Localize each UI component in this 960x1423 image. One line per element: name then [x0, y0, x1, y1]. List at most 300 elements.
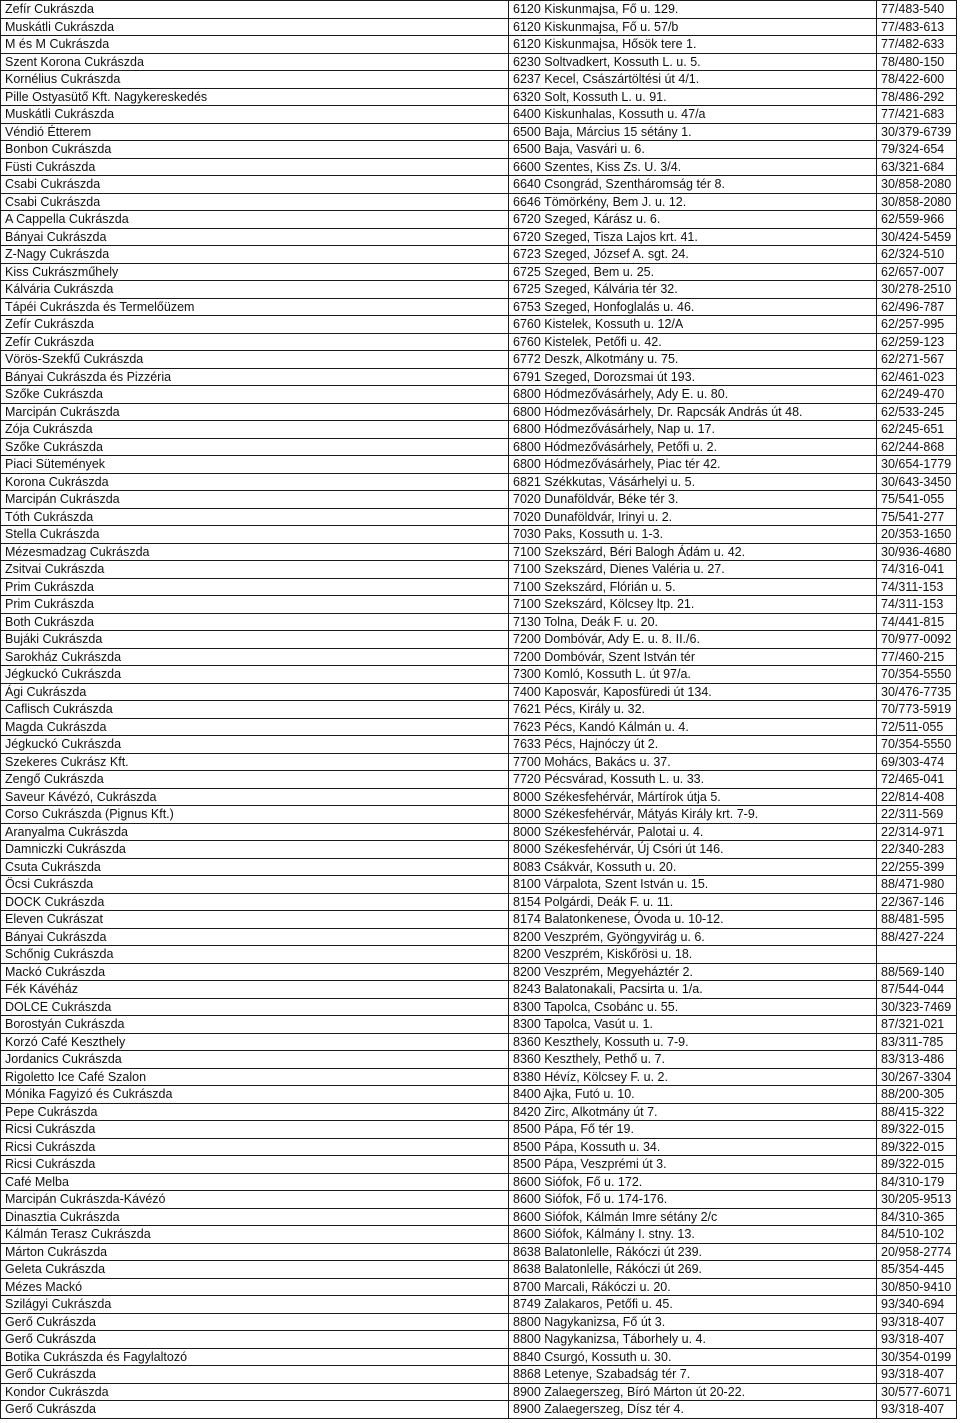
phone-cell: 62/249-470 [877, 386, 957, 404]
phone-cell: 93/318-407 [877, 1331, 957, 1349]
address-cell: 8000 Székesfehérvár, Új Csóri út 146. [509, 841, 877, 859]
table-row [1, 1401, 957, 1419]
phone-cell: 30/654-1779 [877, 456, 957, 474]
table-row [1, 701, 957, 719]
shop-name-cell: Marcipán Cukrászda [1, 491, 509, 509]
table-row [1, 1331, 957, 1349]
shop-name-cell: Damniczki Cukrászda [1, 841, 509, 859]
address-cell: 8600 Siófok, Kálmány I. stny. 13. [509, 1226, 877, 1244]
address-cell: 7623 Pécs, Kandó Kálmán u. 4. [509, 718, 877, 736]
address-cell: 8300 Tapolca, Csobánc u. 55. [509, 998, 877, 1016]
phone-cell: 30/278-2510 [877, 281, 957, 299]
phone-cell: 88/415-322 [877, 1103, 957, 1121]
phone-cell: 72/511-055 [877, 718, 957, 736]
address-cell: 6720 Szeged, Kárász u. 6. [509, 211, 877, 229]
shop-name-cell: Gerő Cukrászda [1, 1401, 509, 1419]
shop-name-cell: Botika Cukrászda és Fagylaltozó [1, 1348, 509, 1366]
shop-name-cell: Ricsi Cukrászda [1, 1138, 509, 1156]
shop-name-cell: Borostyán Cukrászda [1, 1016, 509, 1034]
table-row [1, 578, 957, 596]
table-row [1, 981, 957, 999]
phone-cell: 30/205-9513 [877, 1191, 957, 1209]
address-cell: 6400 Kiskunhalas, Kossuth u. 47/a [509, 106, 877, 124]
shop-name-cell: Kondor Cukrászda [1, 1383, 509, 1401]
address-cell: 8300 Tapolca, Vasút u. 1. [509, 1016, 877, 1034]
shop-name-cell: Kálvária Cukrászda [1, 281, 509, 299]
phone-cell: 88/471-980 [877, 876, 957, 894]
address-cell: 8360 Keszthely, Kossuth u. 7-9. [509, 1033, 877, 1051]
shop-name-cell: Z-Nagy Cukrászda [1, 246, 509, 264]
shop-name-cell: Bányai Cukrászda és Pizzéria [1, 368, 509, 386]
address-cell: 7100 Szekszárd, Kölcsey ltp. 21. [509, 596, 877, 614]
table-row [1, 1261, 957, 1279]
phone-cell: 30/850-9410 [877, 1278, 957, 1296]
phone-cell: 70/977-0092 [877, 631, 957, 649]
shop-name-cell: Öcsi Cukrászda [1, 876, 509, 894]
table-row [1, 1278, 957, 1296]
address-cell: 7100 Szekszárd, Flórián u. 5. [509, 578, 877, 596]
phone-cell: 78/486-292 [877, 88, 957, 106]
phone-cell: 77/482-633 [877, 36, 957, 54]
table-row [1, 1033, 957, 1051]
phone-cell: 77/421-683 [877, 106, 957, 124]
shop-name-cell: Mackó Cukrászda [1, 963, 509, 981]
address-cell: 8900 Zalaegerszeg, Bíró Márton út 20-22. [509, 1383, 877, 1401]
address-cell: 6640 Csongrád, Szentháromság tér 8. [509, 176, 877, 194]
address-cell: 6760 Kistelek, Petőfi u. 42. [509, 333, 877, 351]
phone-cell: 63/321-684 [877, 158, 957, 176]
address-cell: 6800 Hódmezővásárhely, Dr. Rapcsák András út 48. [509, 403, 877, 421]
address-cell: 8600 Siófok, Fő u. 174-176. [509, 1191, 877, 1209]
address-cell: 6600 Szentes, Kiss Zs. U. 3/4. [509, 158, 877, 176]
table-row [1, 368, 957, 386]
address-cell: 8840 Csurgó, Kossuth u. 30. [509, 1348, 877, 1366]
table-row [1, 718, 957, 736]
address-cell: 6500 Baja, Vasvári u. 6. [509, 141, 877, 159]
phone-cell: 62/533-245 [877, 403, 957, 421]
phone-cell: 93/340-694 [877, 1296, 957, 1314]
phone-cell: 84/310-365 [877, 1208, 957, 1226]
address-cell: 6230 Soltvadkert, Kossuth L. u. 5. [509, 53, 877, 71]
phone-cell: 74/311-153 [877, 596, 957, 614]
phone-cell: 78/480-150 [877, 53, 957, 71]
address-cell: 6720 Szeged, Tisza Lajos krt. 41. [509, 228, 877, 246]
address-cell: 7100 Szekszárd, Béri Balogh Ádám u. 42. [509, 543, 877, 561]
table-row [1, 561, 957, 579]
table-row [1, 1243, 957, 1261]
shop-name-cell: Zója Cukrászda [1, 421, 509, 439]
shop-name-cell: Szent Korona Cukrászda [1, 53, 509, 71]
address-cell: 7100 Szekszárd, Dienes Valéria u. 27. [509, 561, 877, 579]
shop-name-cell: Zefír Cukrászda [1, 1, 509, 19]
phone-cell: 87/544-044 [877, 981, 957, 999]
address-cell: 6320 Solt, Kossuth L. u. 91. [509, 88, 877, 106]
address-cell: 7700 Mohács, Bakács u. 37. [509, 753, 877, 771]
phone-cell: 62/324-510 [877, 246, 957, 264]
address-cell: 7633 Pécs, Hajnóczy út 2. [509, 736, 877, 754]
address-cell: 8638 Balatonlelle, Rákóczi út 239. [509, 1243, 877, 1261]
table-row [1, 281, 957, 299]
shop-name-cell: Kornélius Cukrászda [1, 71, 509, 89]
address-cell: 7621 Pécs, Király u. 32. [509, 701, 877, 719]
address-cell: 8154 Polgárdi, Deák F. u. 11. [509, 893, 877, 911]
address-cell: 8360 Keszthely, Pethő u. 7. [509, 1051, 877, 1069]
phone-cell: 22/814-408 [877, 788, 957, 806]
address-cell: 8638 Balatonlelle, Rákóczi út 269. [509, 1261, 877, 1279]
table-row [1, 473, 957, 491]
table-row [1, 1313, 957, 1331]
shop-name-cell: Both Cukrászda [1, 613, 509, 631]
address-cell: 6725 Szeged, Kálvária tér 32. [509, 281, 877, 299]
phone-cell: 22/340-283 [877, 841, 957, 859]
address-cell: 8800 Nagykanizsa, Fő út 3. [509, 1313, 877, 1331]
address-cell: 7030 Paks, Kossuth u. 1-3. [509, 526, 877, 544]
address-cell: 8243 Balatonakali, Pacsirta u. 1/a. [509, 981, 877, 999]
shop-name-cell: Kálmán Terasz Cukrászda [1, 1226, 509, 1244]
phone-cell: 62/259-123 [877, 333, 957, 351]
phone-cell: 85/354-445 [877, 1261, 957, 1279]
phone-cell: 93/318-407 [877, 1401, 957, 1419]
phone-cell: 88/569-140 [877, 963, 957, 981]
table-row [1, 211, 957, 229]
table-row [1, 1156, 957, 1174]
shop-name-cell: Zengő Cukrászda [1, 771, 509, 789]
address-cell: 8500 Pápa, Veszprémi út 3. [509, 1156, 877, 1174]
address-cell: 6800 Hódmezővásárhely, Petőfi u. 2. [509, 438, 877, 456]
table-row [1, 1366, 957, 1384]
address-cell: 7720 Pécsvárad, Kossuth L. u. 33. [509, 771, 877, 789]
shop-name-cell: Schőnig Cukrászda [1, 946, 509, 964]
table-row [1, 1348, 957, 1366]
phone-cell [877, 946, 957, 964]
table-row [1, 858, 957, 876]
table-row [1, 36, 957, 54]
address-cell: 8500 Pápa, Fő tér 19. [509, 1121, 877, 1139]
phone-cell: 62/244-868 [877, 438, 957, 456]
shop-name-cell: Bányai Cukrászda [1, 928, 509, 946]
phone-cell: 83/313-486 [877, 1051, 957, 1069]
shop-name-cell: DOLCE Cukrászda [1, 998, 509, 1016]
address-cell: 6800 Hódmezővásárhely, Nap u. 17. [509, 421, 877, 439]
shop-name-cell: Dinasztia Cukrászda [1, 1208, 509, 1226]
phone-cell: 74/441-815 [877, 613, 957, 631]
phone-cell: 30/323-7469 [877, 998, 957, 1016]
table-row [1, 806, 957, 824]
phone-cell: 79/324-654 [877, 141, 957, 159]
address-cell: 6791 Szeged, Dorozsmai út 193. [509, 368, 877, 386]
address-cell: 8420 Zirc, Alkotmány út 7. [509, 1103, 877, 1121]
phone-cell: 22/367-146 [877, 893, 957, 911]
address-cell: 6821 Székkutas, Vásárhelyi u. 5. [509, 473, 877, 491]
address-cell: 6800 Hódmezővásárhely, Piac tér 42. [509, 456, 877, 474]
shop-name-cell: Szőke Cukrászda [1, 386, 509, 404]
phone-cell: 62/657-007 [877, 263, 957, 281]
shop-name-cell: Szőke Cukrászda [1, 438, 509, 456]
table-row [1, 456, 957, 474]
table-row [1, 228, 957, 246]
phone-cell: 62/559-966 [877, 211, 957, 229]
address-cell: 8600 Siófok, Kálmán Imre sétány 2/c [509, 1208, 877, 1226]
table-row [1, 946, 957, 964]
address-cell: 6725 Szeged, Bem u. 25. [509, 263, 877, 281]
address-cell: 8100 Várpalota, Szent István u. 15. [509, 876, 877, 894]
shop-name-cell: Tóth Cukrászda [1, 508, 509, 526]
shop-name-cell: Jordanics Cukrászda [1, 1051, 509, 1069]
shop-name-cell: Bujáki Cukrászda [1, 631, 509, 649]
table-row [1, 421, 957, 439]
table-row [1, 543, 957, 561]
shop-name-cell: Ricsi Cukrászda [1, 1156, 509, 1174]
phone-cell: 20/958-2774 [877, 1243, 957, 1261]
shop-name-cell: Korzó Café Keszthely [1, 1033, 509, 1051]
table-row [1, 246, 957, 264]
phone-cell: 72/465-041 [877, 771, 957, 789]
shop-name-cell: Eleven Cukrászat [1, 911, 509, 929]
shop-name-cell: Zefír Cukrászda [1, 316, 509, 334]
shop-name-cell: Pepe Cukrászda [1, 1103, 509, 1121]
address-cell: 8200 Veszprém, Gyöngyvirág u. 6. [509, 928, 877, 946]
table-row [1, 1226, 957, 1244]
table-row [1, 141, 957, 159]
address-cell: 7130 Tolna, Deák F. u. 20. [509, 613, 877, 631]
table-row [1, 53, 957, 71]
shop-name-cell: Tápéi Cukrászda és Termelőüzem [1, 298, 509, 316]
phone-cell: 74/311-153 [877, 578, 957, 596]
address-cell: 6120 Kiskunmajsa, Fő u. 57/b [509, 18, 877, 36]
shop-name-cell: Pille Ostyasütő Kft. Nagykereskedés [1, 88, 509, 106]
shop-name-cell: Véndió Étterem [1, 123, 509, 141]
table-row [1, 18, 957, 36]
shop-name-cell: Jégkuckó Cukrászda [1, 666, 509, 684]
shop-name-cell: Marcipán Cukrászda [1, 403, 509, 421]
shop-name-cell: Mónika Fagyizó és Cukrászda [1, 1086, 509, 1104]
table-row [1, 963, 957, 981]
shop-name-cell: Csuta Cukrászda [1, 858, 509, 876]
shop-name-cell: Bonbon Cukrászda [1, 141, 509, 159]
table-row [1, 928, 957, 946]
phone-cell: 30/936-4680 [877, 543, 957, 561]
shop-name-cell: M és M Cukrászda [1, 36, 509, 54]
shop-name-cell: Csabi Cukrászda [1, 193, 509, 211]
shop-name-cell: Gerő Cukrászda [1, 1313, 509, 1331]
table-row [1, 1138, 957, 1156]
address-cell: 6723 Szeged, József A. sgt. 24. [509, 246, 877, 264]
shop-name-cell: Fék Kávéház [1, 981, 509, 999]
table-row [1, 298, 957, 316]
shop-name-cell: Szilágyi Cukrászda [1, 1296, 509, 1314]
table-row [1, 648, 957, 666]
table-row [1, 88, 957, 106]
address-cell: 8500 Pápa, Kossuth u. 34. [509, 1138, 877, 1156]
address-cell: 8380 Hévíz, Kölcsey F. u. 2. [509, 1068, 877, 1086]
shop-name-cell: Zsitvai Cukrászda [1, 561, 509, 579]
table-row [1, 438, 957, 456]
phone-cell: 22/255-399 [877, 858, 957, 876]
address-cell: 6500 Baja, Március 15 sétány 1. [509, 123, 877, 141]
phone-cell: 89/322-015 [877, 1156, 957, 1174]
shop-name-cell: Ági Cukrászda [1, 683, 509, 701]
address-cell: 6120 Kiskunmajsa, Fő u. 129. [509, 1, 877, 19]
shop-name-cell: Mézesmadzag Cukrászda [1, 543, 509, 561]
shop-name-cell: Vörös-Szekfű Cukrászda [1, 351, 509, 369]
address-cell: 8800 Nagykanizsa, Táborhely u. 4. [509, 1331, 877, 1349]
phone-cell: 62/245-651 [877, 421, 957, 439]
table-body [1, 1, 957, 1419]
table-row [1, 1173, 957, 1191]
table-row [1, 1016, 957, 1034]
address-cell: 6760 Kistelek, Kossuth u. 12/A [509, 316, 877, 334]
shop-name-cell: Szekeres Cukrász Kft. [1, 753, 509, 771]
phone-cell: 89/322-015 [877, 1121, 957, 1139]
address-cell: 8000 Székesfehérvár, Mátyás Király krt. 7-9. [509, 806, 877, 824]
shop-name-cell: Füsti Cukrászda [1, 158, 509, 176]
phone-cell: 84/510-102 [877, 1226, 957, 1244]
address-cell: 8174 Balatonkenese, Óvoda u. 10-12. [509, 911, 877, 929]
phone-cell: 89/322-015 [877, 1138, 957, 1156]
address-cell: 8600 Siófok, Fő u. 172. [509, 1173, 877, 1191]
table-row [1, 771, 957, 789]
address-cell: 8000 Székesfehérvár, Mártírok útja 5. [509, 788, 877, 806]
shop-name-cell: Caflisch Cukrászda [1, 701, 509, 719]
address-cell: 7400 Kaposvár, Kaposfüredi út 134. [509, 683, 877, 701]
shop-name-cell: Ricsi Cukrászda [1, 1121, 509, 1139]
shop-name-cell: Gerő Cukrászda [1, 1366, 509, 1384]
table-row [1, 788, 957, 806]
address-cell: 6120 Kiskunmajsa, Hősök tere 1. [509, 36, 877, 54]
table-row [1, 911, 957, 929]
table-row [1, 1121, 957, 1139]
phone-cell: 70/354-5550 [877, 666, 957, 684]
phone-cell: 30/858-2080 [877, 193, 957, 211]
address-cell: 7020 Dunaföldvár, Irinyi u. 2. [509, 508, 877, 526]
table-row [1, 316, 957, 334]
shop-name-cell: A Cappella Cukrászda [1, 211, 509, 229]
table-row [1, 106, 957, 124]
address-cell: 7200 Dombóvár, Ady E. u. 8. II./6. [509, 631, 877, 649]
table-row [1, 1086, 957, 1104]
shop-name-cell: Kiss Cukrászműhely [1, 263, 509, 281]
shop-name-cell: Stella Cukrászda [1, 526, 509, 544]
shop-name-cell: Prim Cukrászda [1, 578, 509, 596]
phone-cell: 30/267-3304 [877, 1068, 957, 1086]
address-cell: 6753 Szeged, Honfoglalás u. 46. [509, 298, 877, 316]
phone-cell: 70/773-5919 [877, 701, 957, 719]
table-row [1, 123, 957, 141]
address-cell: 6772 Deszk, Alkotmány u. 75. [509, 351, 877, 369]
phone-cell: 74/316-041 [877, 561, 957, 579]
table-row [1, 1051, 957, 1069]
shop-name-cell: Saveur Kávézó, Cukrászda [1, 788, 509, 806]
table-row [1, 841, 957, 859]
phone-cell: 30/354-0199 [877, 1348, 957, 1366]
table-row [1, 351, 957, 369]
table-row [1, 893, 957, 911]
table-row [1, 193, 957, 211]
phone-cell: 30/577-6071 [877, 1383, 957, 1401]
shop-name-cell: Café Melba [1, 1173, 509, 1191]
table-row [1, 631, 957, 649]
shop-name-cell: Corso Cukrászda (Pignus Kft.) [1, 806, 509, 824]
address-cell: 6800 Hódmezővásárhely, Ady E. u. 80. [509, 386, 877, 404]
phone-cell: 88/427-224 [877, 928, 957, 946]
table-row [1, 1208, 957, 1226]
phone-cell: 30/379-6739 [877, 123, 957, 141]
phone-cell: 77/483-613 [877, 18, 957, 36]
address-cell: 6237 Kecel, Császártöltési út 4/1. [509, 71, 877, 89]
address-cell: 6646 Tömörkény, Bem J. u. 12. [509, 193, 877, 211]
shop-name-cell: Magda Cukrászda [1, 718, 509, 736]
phone-cell: 88/481-595 [877, 911, 957, 929]
address-cell: 8200 Veszprém, Megyeháztér 2. [509, 963, 877, 981]
table-row [1, 613, 957, 631]
shop-name-cell: Prim Cukrászda [1, 596, 509, 614]
address-cell: 8868 Letenye, Szabadság tér 7. [509, 1366, 877, 1384]
shop-name-cell: Aranyalma Cukrászda [1, 823, 509, 841]
table-row [1, 998, 957, 1016]
table-row [1, 596, 957, 614]
table-row [1, 158, 957, 176]
shop-name-cell: Piaci Sütemények [1, 456, 509, 474]
phone-cell: 75/541-277 [877, 508, 957, 526]
table-row [1, 71, 957, 89]
shop-name-cell: Rigoletto Ice Café Szalon [1, 1068, 509, 1086]
address-cell: 7300 Komló, Kossuth L. út 97/a. [509, 666, 877, 684]
address-cell: 8900 Zalaegerszeg, Dísz tér 4. [509, 1401, 877, 1419]
phone-cell: 84/310-179 [877, 1173, 957, 1191]
address-cell: 8200 Veszprém, Kiskőrösi u. 18. [509, 946, 877, 964]
shop-name-cell: Muskátli Cukrászda [1, 18, 509, 36]
address-cell: 7020 Dunaföldvár, Béke tér 3. [509, 491, 877, 509]
table-row [1, 666, 957, 684]
phone-cell: 30/643-3450 [877, 473, 957, 491]
table-row [1, 526, 957, 544]
table-row [1, 386, 957, 404]
shop-name-cell: Sarokház Cukrászda [1, 648, 509, 666]
table-row [1, 263, 957, 281]
address-cell: 8083 Csákvár, Kossuth u. 20. [509, 858, 877, 876]
shop-name-cell: Korona Cukrászda [1, 473, 509, 491]
table-row [1, 491, 957, 509]
shop-name-cell: Gerő Cukrászda [1, 1331, 509, 1349]
phone-cell: 69/303-474 [877, 753, 957, 771]
phone-cell: 78/422-600 [877, 71, 957, 89]
shop-name-cell: DOCK Cukrászda [1, 893, 509, 911]
shop-name-cell: Jégkuckó Cukrászda [1, 736, 509, 754]
table-row [1, 736, 957, 754]
table-row [1, 1, 957, 19]
table-row [1, 176, 957, 194]
phone-cell: 62/271-567 [877, 351, 957, 369]
shop-name-cell: Geleta Cukrászda [1, 1261, 509, 1279]
table-row [1, 403, 957, 421]
table-row [1, 508, 957, 526]
phone-cell: 62/496-787 [877, 298, 957, 316]
shop-name-cell: Muskátli Cukrászda [1, 106, 509, 124]
table-row [1, 1296, 957, 1314]
table-row [1, 1103, 957, 1121]
phone-cell: 22/314-971 [877, 823, 957, 841]
table-row [1, 683, 957, 701]
address-cell: 8000 Székesfehérvár, Palotai u. 4. [509, 823, 877, 841]
table-row [1, 1383, 957, 1401]
phone-cell: 62/257-995 [877, 316, 957, 334]
phone-cell: 83/311-785 [877, 1033, 957, 1051]
table-row [1, 1068, 957, 1086]
phone-cell: 22/311-569 [877, 806, 957, 824]
shop-name-cell: Márton Cukrászda [1, 1243, 509, 1261]
table-row [1, 333, 957, 351]
shop-name-cell: Zefír Cukrászda [1, 333, 509, 351]
